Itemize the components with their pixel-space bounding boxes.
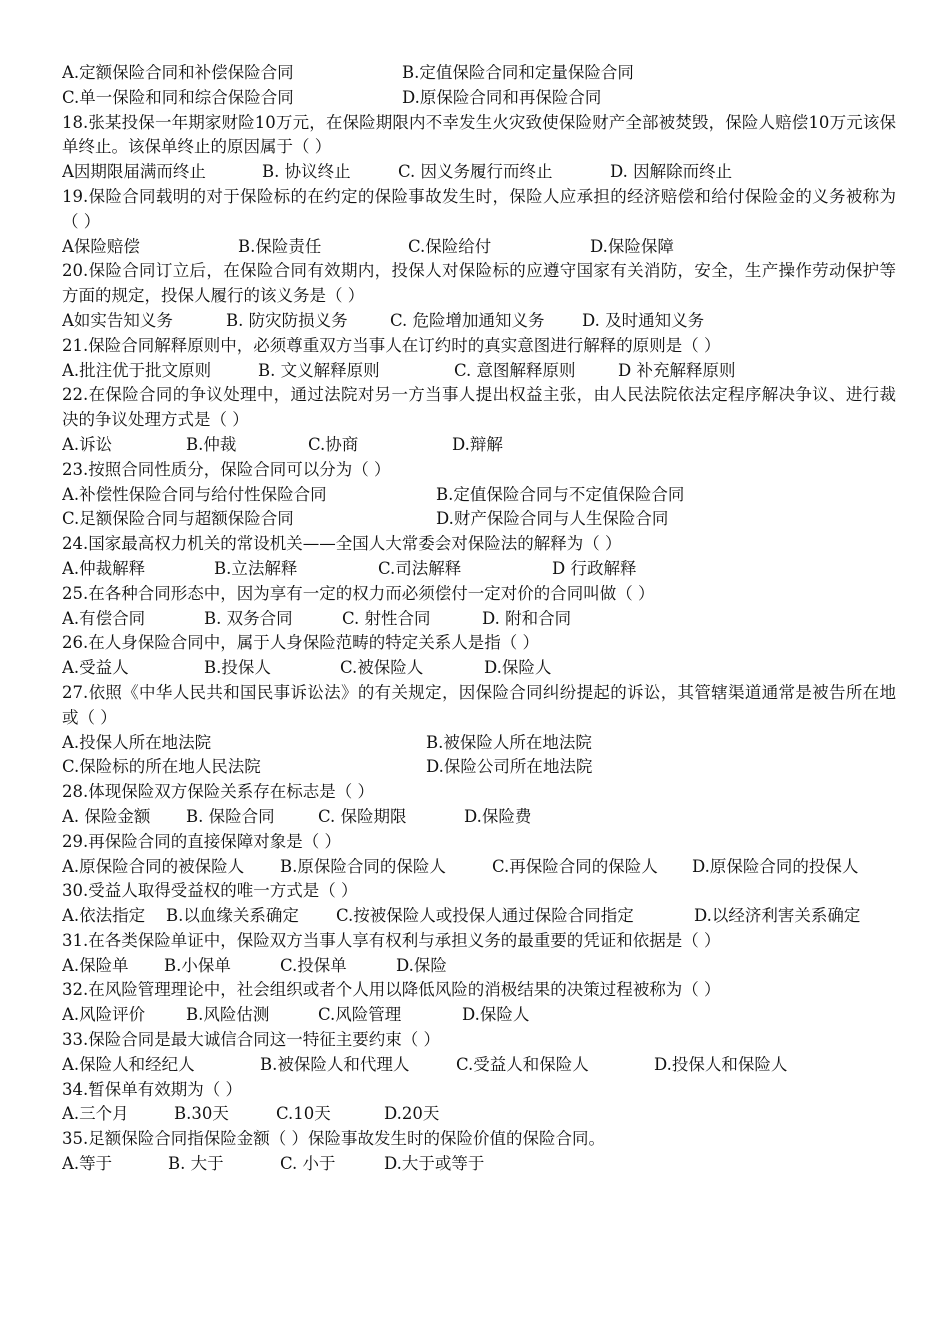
answer-options-row xyxy=(62,904,896,929)
answer-option: A.风险评价 xyxy=(62,1005,146,1025)
answer-option: D. 因解除而终止 xyxy=(610,162,733,182)
answer-option: A. 保险金额 xyxy=(62,806,151,826)
answer-option: C. 因义务履行而终止 xyxy=(398,162,553,182)
question-stem: 19.保险合同载明的对于保险标的在约定的保险事故发生时，保险人应承担的经济赔偿和给付保险金的义务被称为（ ） xyxy=(62,186,896,231)
question-stem: 32.在风险管理理论中，社会组织或者个人用以降低风险的消极结果的决策过程被称为（ ） xyxy=(62,980,721,1000)
answer-option: B.被保险人所在地法院 xyxy=(426,732,592,752)
answer-option: B.小保单 xyxy=(164,955,231,975)
answer-option: C.10天 xyxy=(276,1104,331,1124)
exam-document xyxy=(62,61,896,1177)
answer-options-row xyxy=(62,507,896,532)
answer-options-row xyxy=(62,86,896,111)
answer-option: B.30天 xyxy=(174,1104,229,1124)
answer-options-row xyxy=(62,557,896,582)
answer-option: D.原保险合同的投保人 xyxy=(692,856,859,876)
question-stem: 26.在人身保险合同中，属于人身保险范畴的特定关系人是指（ ） xyxy=(62,633,539,653)
question-stem: 30.受益人取得受益权的唯一方式是（ ） xyxy=(62,881,358,901)
answer-option: D. 及时通知义务 xyxy=(582,310,705,330)
answer-option: D.辩解 xyxy=(452,434,503,454)
answer-option: A.等于 xyxy=(62,1154,113,1174)
answer-options-row xyxy=(62,1102,896,1127)
answer-option: A.原保险合同的被保险人 xyxy=(62,856,245,876)
answer-options-row xyxy=(62,235,896,260)
answer-option: A.补偿性保险合同与给付性保险合同 xyxy=(62,484,327,504)
answer-option: A因期限届满而终止 xyxy=(62,162,206,182)
answer-option: C. 小于 xyxy=(280,1154,336,1174)
answer-option: A.三个月 xyxy=(62,1104,129,1124)
answer-option: D.保险 xyxy=(396,955,447,975)
question-stem: 23.按照合同性质分，保险合同可以分为（ ） xyxy=(62,459,391,479)
answer-option: B.投保人 xyxy=(204,658,271,678)
answer-option: B. 双务合同 xyxy=(204,608,293,628)
answer-option: B.被保险人和代理人 xyxy=(260,1054,410,1074)
answer-option: C. 意图解释原则 xyxy=(454,360,576,380)
answer-option: A.定额保险合同和补偿保险合同 xyxy=(62,63,294,82)
answer-options-row xyxy=(62,954,896,979)
answer-option: D.保险人 xyxy=(484,658,552,678)
answer-option: A.保险人和经纪人 xyxy=(62,1054,195,1074)
answer-option: D.20天 xyxy=(384,1104,440,1124)
answer-option: B.保险责任 xyxy=(238,236,322,256)
question-stem: 22.在保险合同的争议处理中，通过法院对另一方当事人提出权益主张，由人民法院依法定程序解决争议、进行裁决的争议处理方式是（ ） xyxy=(62,385,896,430)
answer-option: D 行政解释 xyxy=(552,558,637,578)
answer-option: A.诉讼 xyxy=(62,434,113,454)
answer-option: D.财产保险合同与人生保险合同 xyxy=(436,509,669,529)
answer-option: B.以血缘关系确定 xyxy=(166,906,299,926)
answer-option: B.原保险合同的保险人 xyxy=(280,856,446,876)
answer-option: B.风险估测 xyxy=(186,1005,270,1025)
answer-option: D.保险公司所在地法院 xyxy=(426,757,593,777)
question-stem: 28.体现保险双方保险关系存在标志是（ ） xyxy=(62,782,374,802)
answer-option: B.定值保险合同和定量保险合同 xyxy=(402,63,634,82)
answer-options-row xyxy=(62,1053,896,1078)
question-stem: 35.足额保险合同指保险金额（ ）保险事故发生时的保险价值的保险合同。 xyxy=(62,1129,605,1149)
answer-options-row xyxy=(62,607,896,632)
answer-option: D.大于或等于 xyxy=(384,1154,485,1174)
question-stem: 24.国家最高权力机关的常设机关——全国人大常委会对保险法的解释为（ ） xyxy=(62,534,622,554)
answer-option: C.再保险合同的保险人 xyxy=(492,856,658,876)
answer-option: C.风险管理 xyxy=(318,1005,402,1025)
answer-option: D.保险人 xyxy=(462,1005,530,1025)
answer-option: C.受益人和保险人 xyxy=(456,1054,589,1074)
answer-options-row xyxy=(62,1003,896,1028)
answer-options-row xyxy=(62,433,896,458)
answer-option: D.以经济利害关系确定 xyxy=(694,906,861,926)
answer-option: D 补充解释原则 xyxy=(618,360,736,380)
answer-option: C.单一保险和同和综合保险合同 xyxy=(62,87,294,107)
answer-option: C.司法解释 xyxy=(378,558,462,578)
question-stem: 29.再保险合同的直接保障对象是（ ） xyxy=(62,831,341,851)
question-stem: 21.保险合同解释原则中，必须尊重双方当事人在订约时的真实意图进行解释的原则是（ ） xyxy=(62,335,721,355)
answer-option: C. 危险增加通知义务 xyxy=(390,310,545,330)
answer-option: A.仲裁解释 xyxy=(62,558,146,578)
answer-options-row xyxy=(62,483,896,508)
answer-option: A.投保人所在地法院 xyxy=(62,732,212,752)
answer-option: C.保险给付 xyxy=(408,236,492,256)
question-stem: 25.在各种合同形态中，因为享有一定的权力而必须偿付一定对价的合同叫做（ ） xyxy=(62,583,655,603)
question-stem: 34.暂保单有效期为（ ） xyxy=(62,1079,242,1099)
answer-option: B. 文义解释原则 xyxy=(258,360,380,380)
answer-option: D. 附和合同 xyxy=(482,608,572,628)
answer-option: B. 协议终止 xyxy=(262,162,351,182)
answer-option: C.保险标的所在地人民法院 xyxy=(62,757,261,777)
answer-options-row xyxy=(62,160,896,185)
answer-option: B.定值保险合同与不定值保险合同 xyxy=(436,484,685,504)
answer-options-row xyxy=(62,1152,896,1177)
answer-option: C. 射性合同 xyxy=(342,608,431,628)
answer-option: B. 大于 xyxy=(168,1154,224,1174)
answer-option: A.有偿合同 xyxy=(62,608,146,628)
answer-option: A.保险单 xyxy=(62,955,129,975)
question-stem: 33.保险合同是最大诚信合同这一特征主要约束（ ） xyxy=(62,1030,440,1050)
answer-option: A.受益人 xyxy=(62,658,129,678)
answer-option: C.协商 xyxy=(308,434,359,454)
answer-option: C.按被保险人或投保人通过保险合同指定 xyxy=(336,906,634,926)
question-stem: 20.保险合同订立后，在保险合同有效期内，投保人对保险标的应遵守国家有关消防，安全，生产操作劳动保护等方面的规定，投保人履行的该义务是（ ） xyxy=(62,261,896,306)
question-stem: 27.依照《中华人民共和国民事诉讼法》的有关规定，因保险合同纠纷提起的诉讼，其管辖渠道通常是被告所在地或（ ） xyxy=(62,682,896,727)
answer-option: D.原保险合同和再保险合同 xyxy=(402,87,602,107)
answer-options-row xyxy=(62,755,896,780)
answer-option: D.投保人和保险人 xyxy=(654,1054,788,1074)
answer-options-row xyxy=(62,359,896,384)
answer-option: C. 保险期限 xyxy=(318,806,407,826)
answer-option: D.保险保障 xyxy=(590,236,674,256)
answer-option: A.依法指定 xyxy=(62,906,146,926)
answer-options-row xyxy=(62,656,896,681)
answer-option: D.保险费 xyxy=(464,806,532,826)
answer-option: A.批注优于批文原则 xyxy=(62,360,212,380)
answer-option: A保险赔偿 xyxy=(62,236,140,256)
answer-option: C.投保单 xyxy=(280,955,347,975)
answer-option: C.足额保险合同与超额保险合同 xyxy=(62,509,294,529)
answer-options-row xyxy=(62,805,896,830)
answer-options-row xyxy=(62,61,896,86)
answer-options-row xyxy=(62,309,896,334)
answer-option: C.被保险人 xyxy=(340,658,424,678)
answer-option: B.立法解释 xyxy=(214,558,298,578)
answer-option: B.仲裁 xyxy=(186,434,237,454)
question-stem: 18.张某投保一年期家财险10万元，在保险期限内不幸发生火灾致使保险财产全部被焚毁，保险人赔偿10万元该保单终止。该保单终止的原因属于（ ） xyxy=(62,112,896,157)
answer-option: B. 防灾防损义务 xyxy=(226,310,348,330)
answer-options-row xyxy=(62,855,896,880)
answer-options-row xyxy=(62,731,896,756)
question-stem: 31.在各类保险单证中，保险双方当事人享有权利与承担义务的最重要的凭证和依据是（ ） xyxy=(62,930,721,950)
answer-option: A如实告知义务 xyxy=(62,310,173,330)
answer-option: B. 保险合同 xyxy=(186,806,275,826)
